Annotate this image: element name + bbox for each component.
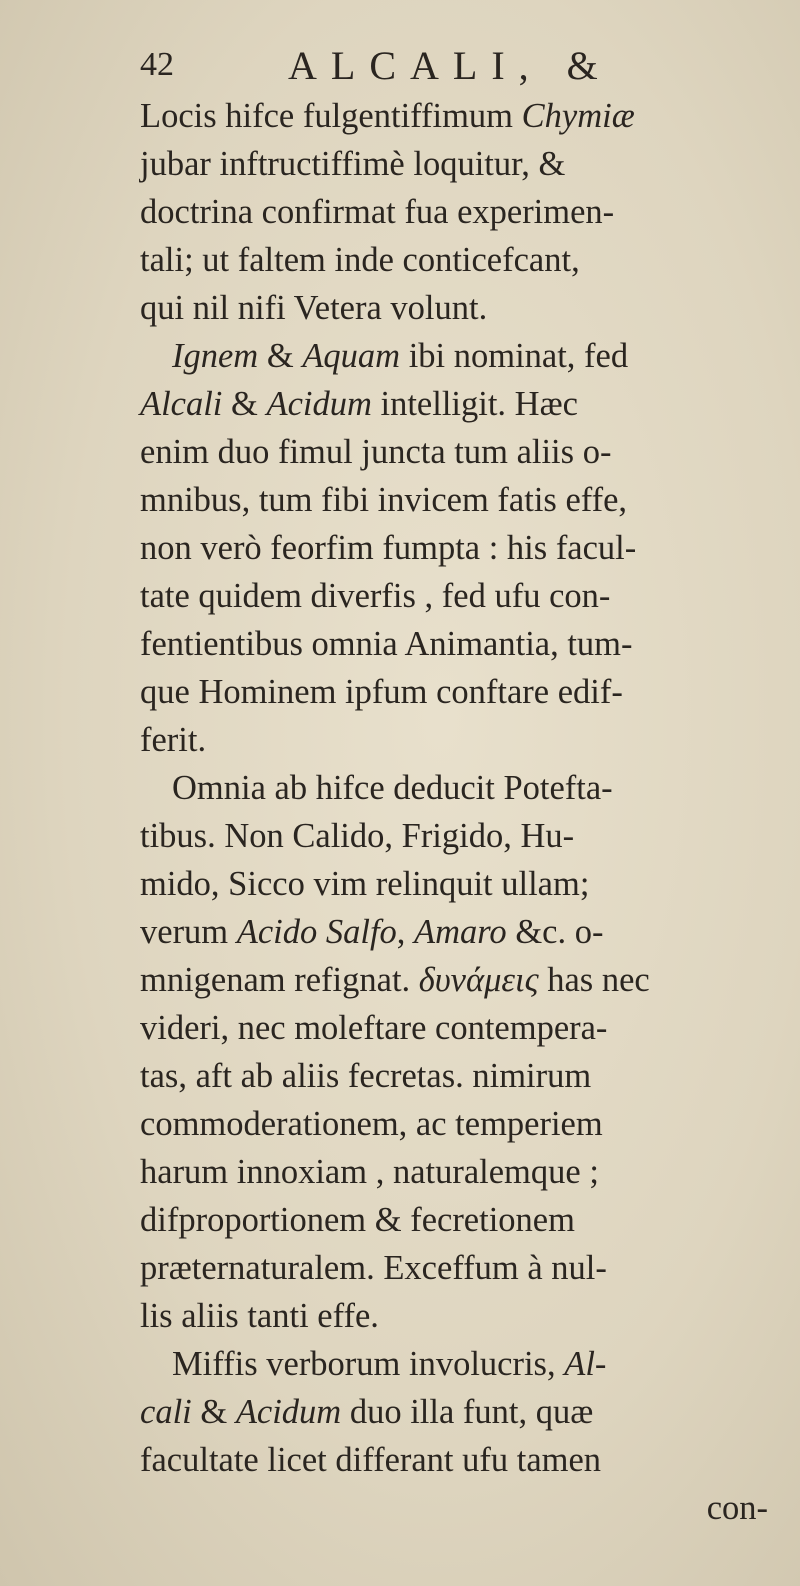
italic-run: Acidum	[235, 1393, 342, 1431]
text-run: ibi nominat, fed	[400, 337, 629, 375]
text-run: tali; ut faltem inde conticefcant,	[140, 241, 580, 279]
text-line	[140, 476, 780, 524]
text-line	[140, 524, 780, 572]
text-run: tas, aft ab aliis fecretas. nimirum	[140, 1057, 592, 1095]
text-line	[140, 1148, 780, 1196]
text-line	[140, 1196, 780, 1244]
text-run: mido, Sicco vim relinquit ullam;	[140, 865, 590, 903]
text-line	[140, 1292, 780, 1340]
text-line	[140, 284, 780, 332]
text-run: præternaturalem. Exceffum à nul-	[140, 1249, 607, 1287]
text-line	[140, 860, 780, 908]
text-run: &	[191, 1393, 236, 1431]
text-line	[140, 668, 780, 716]
text-run: qui nil nifi Vetera volunt.	[140, 289, 488, 327]
text-run: ferit.	[140, 721, 207, 759]
text-run: Locis hifce fulgentiffimum	[140, 97, 522, 135]
text-run: &	[258, 337, 303, 375]
text-run: &	[222, 385, 267, 423]
text-line	[140, 620, 780, 668]
text-run: que Hominem ipfum conftare edif-	[140, 673, 623, 711]
text-run: mnibus, tum fibi invicem fatis effe,	[140, 481, 628, 519]
text-line	[140, 236, 780, 284]
text-line	[140, 764, 780, 812]
text-run: duo illa funt, quæ	[341, 1393, 594, 1431]
text-line	[140, 572, 780, 620]
text-run: intelligit. Hæc	[371, 385, 578, 423]
text-run: has nec	[538, 961, 650, 999]
text-run: &c. o-	[506, 913, 604, 951]
text-run: commoderationem, ac temperiem	[140, 1105, 603, 1143]
text-run: facultate licet differant ufu tamen	[140, 1441, 602, 1479]
body-text	[140, 92, 780, 1532]
text-line	[140, 812, 780, 860]
running-title: ALCALI, &	[288, 43, 612, 88]
text-line	[140, 956, 780, 1004]
text-line	[140, 1436, 780, 1484]
text-run: videri, nec moleftare contempera-	[140, 1009, 608, 1047]
text-run: fentientibus omnia Animantia, tum-	[140, 625, 633, 663]
text-line	[140, 332, 780, 380]
text-run: tibus. Non Calido, Frigido, Hu-	[140, 817, 575, 855]
text-run: harum innoxiam , naturalemque ;	[140, 1153, 599, 1191]
text-run: Miffis verborum involucris,	[172, 1345, 565, 1383]
italic-run: Ignem	[172, 337, 259, 375]
italic-run: Al-	[564, 1345, 607, 1383]
text-line	[140, 92, 780, 140]
italic-run: Aquam	[302, 337, 401, 375]
text-run: verum	[140, 913, 237, 951]
text-line	[140, 1100, 780, 1148]
text-run: tate quidem diverfis , fed ufu con-	[140, 577, 611, 615]
text-line	[140, 428, 780, 476]
italic-run: δυνάμεις	[418, 961, 539, 999]
text-line	[140, 1340, 780, 1388]
text-line	[140, 908, 780, 956]
text-run: jubar inftructiffimè loquitur, &	[140, 145, 566, 183]
text-run: non verò feorfim fumpta : his facul-	[140, 529, 637, 567]
italic-run: Alcali	[140, 385, 223, 423]
text-run: lis aliis tanti effe.	[140, 1297, 379, 1335]
text-line	[140, 188, 780, 236]
italic-run: Acidum	[266, 385, 372, 423]
italic-run: Amaro	[414, 913, 507, 951]
text-line	[140, 1052, 780, 1100]
text-run: difproportionem & fecretionem	[140, 1201, 575, 1239]
text-line	[140, 1244, 780, 1292]
text-run: Omnia ab hifce deducit Potefta-	[172, 769, 613, 807]
text-line	[140, 140, 780, 188]
text-run: doctrina confirmat fua experimen-	[140, 193, 615, 231]
text-line	[140, 1388, 780, 1436]
italic-run: cali	[140, 1393, 192, 1431]
italic-run: Acido Salfo	[236, 913, 397, 951]
italic-run: Chymiæ	[521, 97, 635, 135]
text-line	[140, 380, 780, 428]
text-line	[140, 716, 780, 764]
page-number: 42	[140, 46, 174, 83]
text-run: enim duo fimul juncta tum aliis o-	[140, 433, 612, 471]
catchword: con-	[706, 1489, 768, 1527]
text-run: ,	[396, 913, 415, 951]
text-line	[140, 1004, 780, 1052]
text-run: mnigenam refignat.	[140, 961, 419, 999]
